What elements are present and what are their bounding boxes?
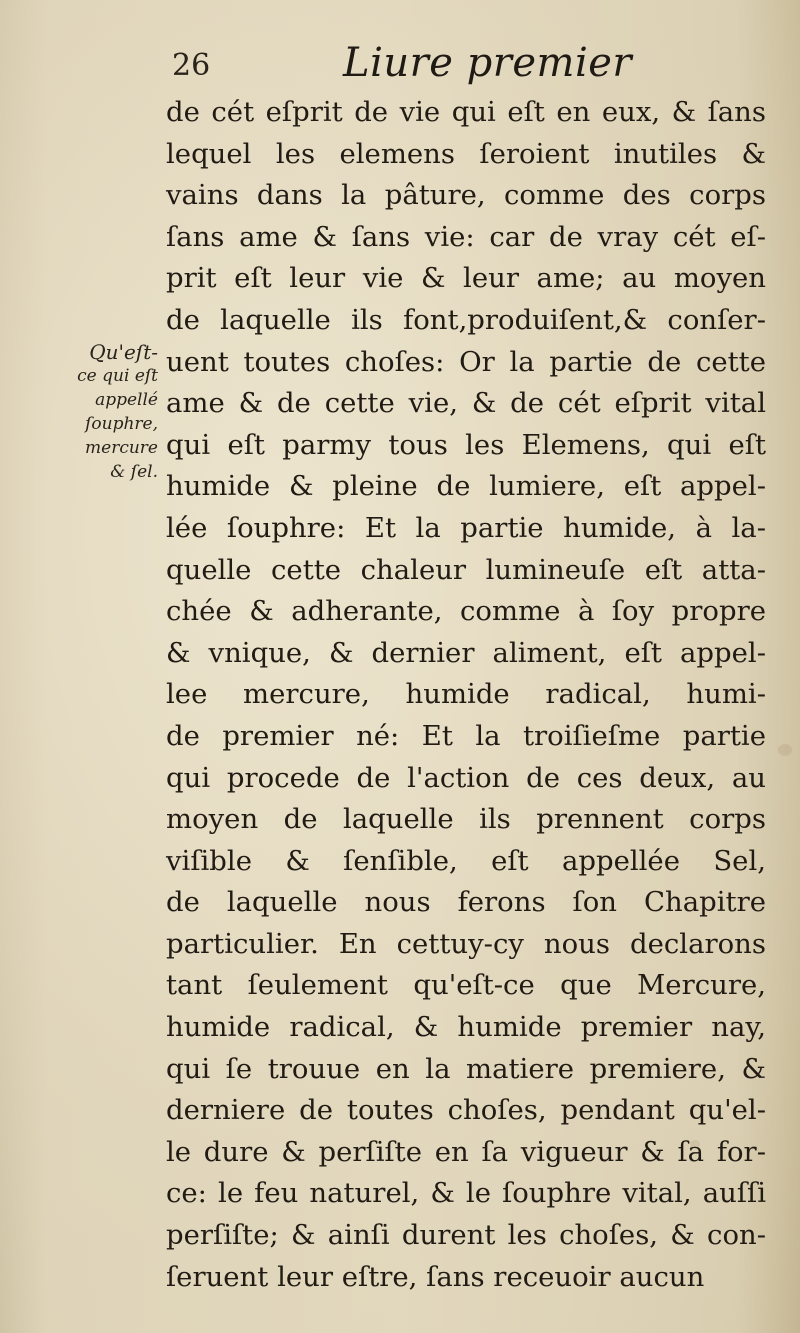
text-line: qui eſt parmy tous les Elemens, qui eſt — [166, 428, 766, 461]
text-line: de laquelle ils font,produiſent,& conſer- — [166, 303, 766, 336]
text-line: tant ſeulement qu'eſt-ce que Mercure, — [166, 969, 766, 1002]
text-line: quelle cette chaleur lumineuſe eſt atta- — [166, 553, 766, 586]
running-head: Liure premier — [343, 40, 633, 86]
text-line: perſiſte; & ainſi durent les choſes, & con- — [166, 1219, 766, 1252]
margin-note-line: Qu'eſt- — [89, 340, 158, 364]
margin-note-line: ſouphre, — [85, 414, 158, 434]
paper-stain — [778, 744, 792, 756]
text-line: ame & de cette vie, & de cét eſprit vital — [166, 387, 766, 420]
text-line: de laquelle nous ferons ſon Chapitre — [166, 886, 766, 919]
text-line: & vnique, & dernier aliment, eſt appel- — [166, 636, 766, 669]
text-line: de cét eſprit de vie qui eſt en eux, & ſans — [166, 96, 766, 128]
text-line: qui procede de l'action de ces deux, au — [166, 761, 766, 794]
margin-note-line: appellé — [95, 390, 158, 410]
text-line: particulier. En cettuy-cy nous declarons — [166, 927, 766, 960]
text-line: de premier né: Et la troiſieſme partie — [166, 719, 766, 752]
text-line: chée & adherante, comme à ſoy propre — [166, 595, 766, 628]
page-header — [168, 40, 768, 90]
page-number: 26 — [172, 48, 211, 83]
text-line: le dure & perſiſte en ſa vigueur & ſa for- — [166, 1135, 766, 1168]
text-line: lée ſouphre: Et la partie humide, à la- — [166, 511, 766, 544]
body-text — [166, 92, 766, 1298]
text-line: derniere de toutes choſes, pendant qu'el- — [166, 1094, 766, 1127]
text-line: ſans ame & ſans vie: car de vray cét eſ- — [166, 220, 766, 253]
text-line: qui ſe trouue en la matiere premiere, & — [166, 1052, 766, 1085]
margin-note-line: ce qui eſt — [77, 366, 158, 386]
text-line: moyen de laquelle ils prennent corps — [166, 803, 766, 836]
text-line: humide & pleine de lumiere, eſt appel- — [166, 470, 766, 503]
text-line: prit eſt leur vie & leur ame; au moyen — [166, 262, 766, 295]
text-line: ce: le feu naturel, & le ſouphre vital, auſſi — [166, 1177, 766, 1210]
text-line: humide radical, & humide premier nay, — [166, 1011, 766, 1044]
text-line: lee mercure, humide radical, humi- — [166, 678, 766, 711]
text-line: lequel les elemens ſeroient inutiles & — [166, 137, 766, 170]
text-line: viſible & ſenſible, eſt appellée Sel, — [166, 844, 766, 877]
text-line: vains dans la pâture, comme des corps — [166, 179, 766, 212]
margin-note-line: mercure — [85, 438, 158, 458]
margin-note — [40, 340, 158, 484]
text-line: ſeruent leur eſtre, ſans receuoir aucun — [166, 1260, 705, 1293]
text-line: uent toutes choſes: Or la partie de cette — [166, 345, 766, 378]
margin-note-line: & ſel. — [110, 462, 158, 482]
